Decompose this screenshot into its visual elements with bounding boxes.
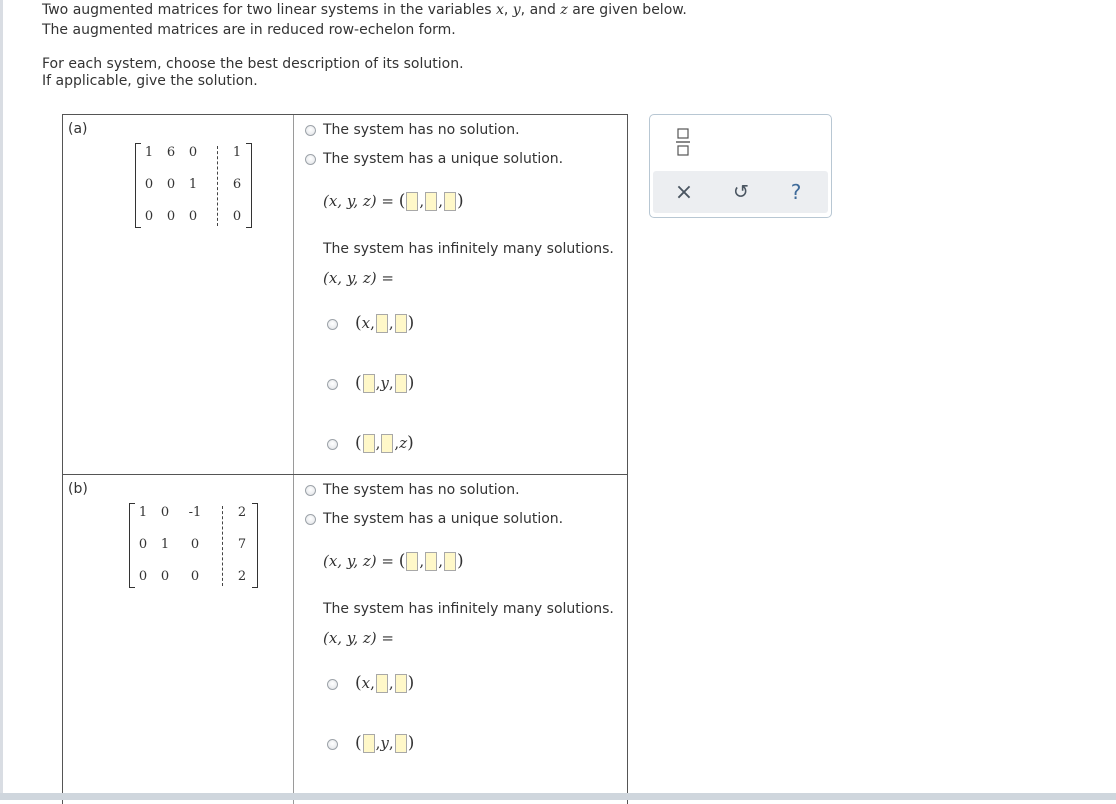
param-x-expression — [355, 673, 414, 693]
matrix-cell: 2 — [237, 505, 247, 520]
matrix-cell: 0 — [232, 209, 242, 224]
param-x-expression — [355, 313, 414, 333]
right-bracket — [246, 143, 252, 228]
y-answer-box[interactable] — [376, 314, 388, 333]
xyz-tuple: (x, y, z) — [323, 269, 377, 287]
radio-param-y[interactable] — [327, 739, 338, 750]
matrix-cell: 1 — [138, 505, 148, 520]
radio-param-x[interactable] — [327, 679, 338, 690]
comma: , — [394, 434, 400, 452]
xyz-tuple: (x, y, z) — [323, 192, 377, 210]
matrix-cell: 1 — [188, 177, 198, 192]
matrix-cell: 0 — [190, 569, 200, 584]
z-answer-box[interactable] — [444, 552, 456, 571]
undo-icon: ↺ — [733, 181, 749, 203]
open-paren: ( — [355, 733, 362, 753]
z-answer-box[interactable] — [395, 374, 407, 393]
toolbox-actions — [653, 171, 828, 213]
z-answer-box[interactable] — [395, 734, 407, 753]
z-answer-box[interactable] — [395, 674, 407, 693]
close-paren: ) — [407, 433, 414, 453]
open-paren: ( — [398, 551, 406, 571]
matrix-cell: 0 — [144, 209, 154, 224]
matrix-cell: 6 — [166, 145, 176, 160]
z-answer-box[interactable] — [444, 192, 456, 211]
close-paren: ) — [407, 313, 415, 333]
option-unique-solution: The system has a unique solution. — [323, 151, 564, 167]
z-answer-box[interactable] — [395, 314, 407, 333]
intro-line-1: Two augmented matrices for two linear systems in the variables x, y, and z are given below. — [42, 2, 687, 18]
equals-sign: = — [381, 192, 394, 210]
xyz-tuple: (x, y, z) — [323, 552, 377, 570]
augmented-matrix-a — [135, 143, 252, 228]
matrix-cell: 6 — [232, 177, 242, 192]
matrix-cell: 0 — [190, 537, 200, 552]
x-answer-box[interactable] — [363, 434, 375, 453]
var-z: z — [560, 2, 568, 18]
unique-solution-expression — [323, 191, 464, 211]
answer-toolbox — [649, 114, 832, 218]
comma: , — [388, 314, 394, 332]
matrix-cell: -1 — [188, 505, 202, 520]
radio-no-solution[interactable] — [305, 485, 316, 496]
close-paren: ) — [407, 733, 415, 753]
matrix-cell: 0 — [160, 505, 170, 520]
column-divider — [293, 115, 294, 474]
augment-separator — [222, 506, 223, 586]
comma: , — [375, 734, 381, 752]
x-symbol: x — [361, 314, 371, 332]
comma: , — [388, 374, 394, 392]
comma: , — [419, 552, 425, 570]
radio-param-x[interactable] — [327, 319, 338, 330]
help-icon: ? — [790, 180, 802, 204]
comma: , — [370, 674, 375, 692]
matrix-cell: 0 — [188, 209, 198, 224]
matrix-cell: 0 — [144, 177, 154, 192]
matrix-cell: 1 — [232, 145, 242, 160]
close-icon: × — [674, 179, 694, 205]
matrix-cell: 1 — [160, 537, 170, 552]
matrix-cell: 1 — [144, 145, 154, 160]
y-symbol: y — [380, 734, 389, 752]
part-b-panel — [62, 474, 628, 804]
open-paren: ( — [355, 673, 362, 693]
radio-unique-solution[interactable] — [305, 514, 316, 525]
comma: , — [388, 674, 394, 692]
open-paren: ( — [355, 373, 362, 393]
x-symbol: x — [361, 674, 371, 692]
comma: , — [375, 434, 381, 452]
var-x: x — [495, 2, 504, 18]
option-infinite-solutions: The system has infinitely many solutions. — [323, 601, 614, 617]
close-paren: ) — [456, 551, 464, 571]
y-symbol: y — [380, 374, 389, 392]
comma: , — [375, 374, 381, 392]
part-a-panel — [62, 114, 628, 475]
y-answer-box[interactable] — [376, 674, 388, 693]
unique-solution-expression — [323, 551, 464, 571]
radio-param-z[interactable] — [327, 439, 338, 450]
intro-text-end: are given below. — [567, 2, 687, 18]
matrix-cell: 0 — [166, 209, 176, 224]
close-paren: ) — [407, 373, 415, 393]
x-answer-box[interactable] — [406, 552, 418, 571]
intro-line-2: The augmented matrices are in reduced row-echelon form. — [42, 22, 456, 38]
x-answer-box[interactable] — [363, 374, 375, 393]
intro-line-3: For each system, choose the best description of its solution. — [42, 56, 464, 72]
xyz-tuple: (x, y, z) — [323, 629, 377, 647]
comma: , — [438, 552, 443, 570]
augment-separator — [217, 146, 218, 226]
column-divider — [293, 475, 294, 804]
matrix-cell: 0 — [160, 569, 170, 584]
option-no-solution: The system has no solution. — [323, 122, 520, 138]
option-unique-solution: The system has a unique solution. — [323, 511, 564, 527]
comma: , — [370, 314, 375, 332]
radio-unique-solution[interactable] — [305, 154, 316, 165]
augmented-matrix-b — [129, 503, 258, 588]
x-answer-box[interactable] — [363, 734, 375, 753]
part-label: (a) — [68, 121, 88, 137]
equals-sign: = — [381, 552, 394, 570]
intro-text: Two augmented matrices for two linear systems in the variables — [42, 2, 496, 18]
equals-sign: = — [381, 269, 394, 287]
comma: , — [388, 734, 394, 752]
close-paren: ) — [456, 191, 464, 211]
radio-no-solution[interactable] — [305, 125, 316, 136]
param-z-expression — [355, 433, 414, 453]
var-y: y — [512, 2, 521, 18]
matrix-cell: 2 — [237, 569, 247, 584]
matrix-cell: 7 — [237, 537, 247, 552]
x-answer-box[interactable] — [406, 192, 418, 211]
clear-button[interactable] — [664, 171, 704, 213]
param-y-expression — [355, 733, 414, 753]
y-answer-box[interactable] — [381, 434, 393, 453]
and-word: and — [529, 2, 556, 18]
param-y-expression — [355, 373, 414, 393]
undo-button[interactable] — [721, 171, 761, 213]
matrix-cell: 0 — [188, 145, 198, 160]
option-no-solution: The system has no solution. — [323, 482, 520, 498]
close-paren: ) — [407, 673, 415, 693]
bottom-scroll-bar[interactable] — [0, 793, 1116, 800]
infinite-solution-lhs — [323, 629, 394, 647]
open-paren: ( — [355, 313, 362, 333]
part-label: (b) — [68, 481, 88, 497]
intro-line-4: If applicable, give the solution. — [42, 73, 258, 89]
open-paren: ( — [355, 433, 362, 453]
y-answer-box[interactable] — [425, 192, 437, 211]
comma: , — [438, 192, 443, 210]
open-paren: ( — [398, 191, 406, 211]
y-answer-box[interactable] — [425, 552, 437, 571]
comma: , — [419, 192, 425, 210]
matrix-cell: 0 — [166, 177, 176, 192]
radio-param-y[interactable] — [327, 379, 338, 390]
fraction-icon[interactable] — [676, 128, 690, 156]
help-button[interactable] — [776, 171, 816, 213]
right-bracket — [252, 503, 258, 588]
equals-sign: = — [381, 629, 394, 647]
matrix-cell: 0 — [138, 537, 148, 552]
left-edge — [0, 0, 3, 800]
option-infinite-solutions: The system has infinitely many solutions. — [323, 241, 614, 257]
matrix-cell: 0 — [138, 569, 148, 584]
fraction-icon-svg — [676, 128, 690, 156]
z-symbol: z — [399, 434, 408, 452]
infinite-solution-lhs — [323, 269, 394, 287]
